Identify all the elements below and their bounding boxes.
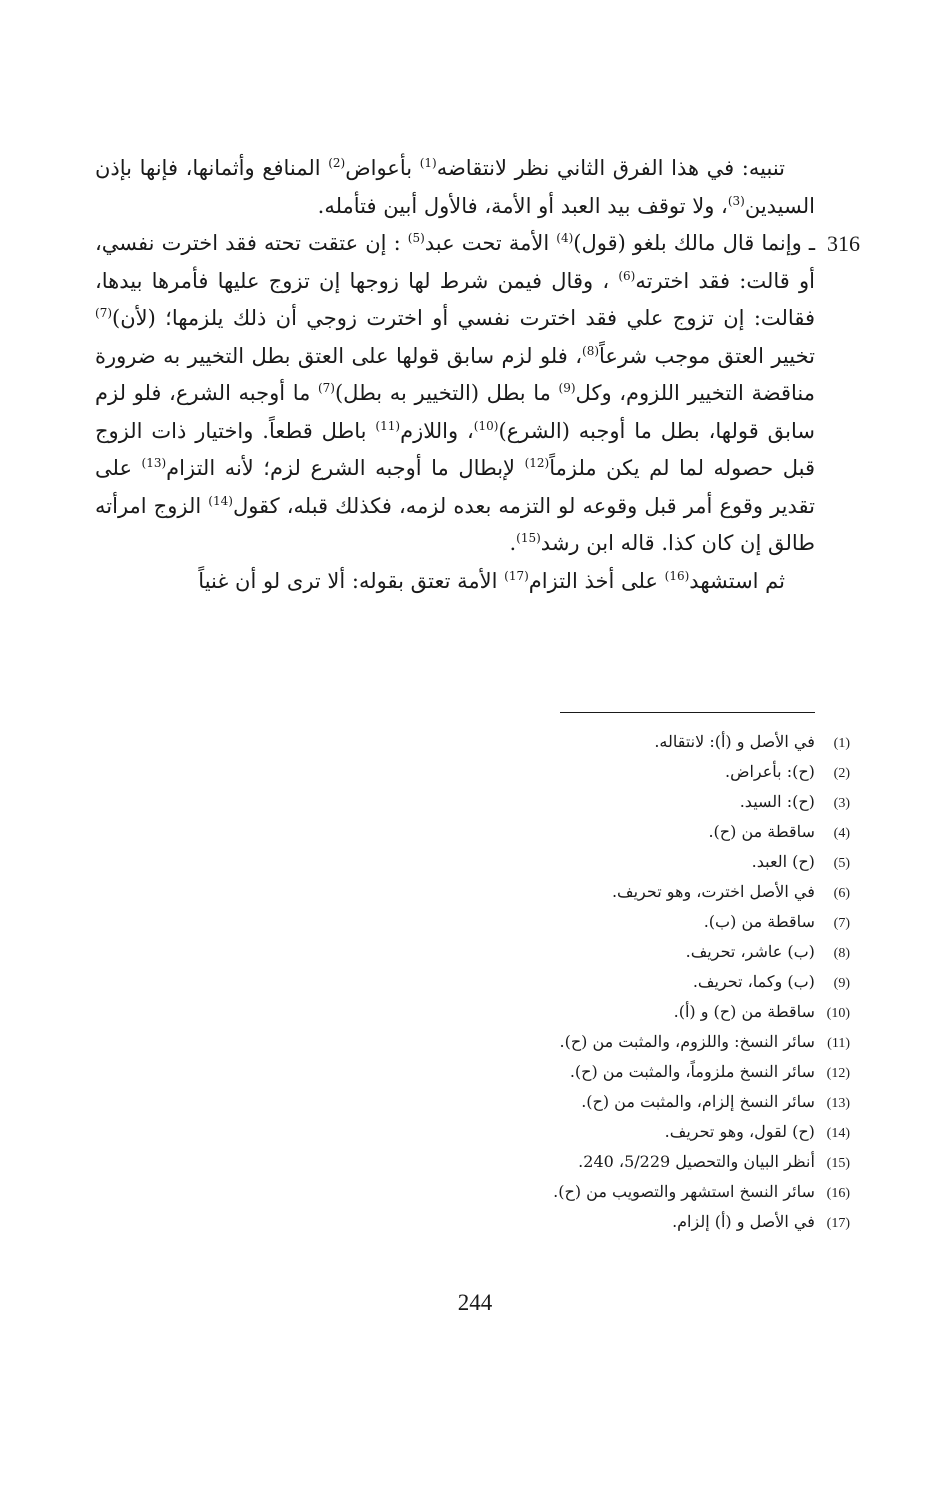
footnote-number: (8): [833, 946, 850, 961]
footnote-number: (7): [833, 916, 850, 931]
footnote-text: ساقطة من (ح) و (أ).: [673, 1002, 815, 1021]
footnote-text: في الأصل اخترت، وهو تحريف.: [611, 882, 815, 901]
footnote-number: (6): [833, 886, 850, 901]
footnote: [250, 817, 850, 847]
footnote-text: سائر النسخ استشهر والتصويب من (ح).: [553, 1182, 815, 1201]
footnote-ref: (12): [524, 456, 550, 470]
footnotes-list: [250, 727, 850, 1237]
footnote-ref: (17): [504, 568, 529, 583]
footnote-number: (11): [827, 1036, 850, 1051]
footnote-text: ساقطة من (ح).: [708, 822, 815, 841]
paragraph-number: 316: [827, 231, 860, 256]
footnote-number: (14): [826, 1126, 850, 1141]
footnote: [250, 1057, 850, 1087]
text-run: على تقدير وقوع أمر قبل وقوعه لو التزمه بعده لزمه، فكذلك قبله، كقول: [95, 456, 815, 518]
footnote-text: في الأصل و (أ) إلزام.: [672, 1212, 815, 1231]
footnote-text: (ب) عاشر، تحريف.: [685, 942, 815, 961]
footnote-ref: (16): [664, 568, 690, 583]
footnote: [250, 937, 850, 967]
footnote-text: (ح): السيد.: [739, 792, 815, 811]
footnote-number: (10): [826, 1006, 850, 1021]
footnote-ref: (7): [95, 306, 113, 320]
text-run: على أخذ التزام: [528, 568, 665, 593]
footnote-number: (4): [833, 826, 850, 841]
text-run: تنبيه: في هذا الفرق الثاني نظر لانتقاضه: [436, 156, 785, 180]
footnote-ref: (1): [419, 156, 437, 170]
text-run: ، فلو لزم سابق قولها على العتق بطل التخيير به ضرورة مناقضة التخيير اللزوم، وكل: [95, 343, 816, 405]
text-run: الزوج امرأته طالق إن كان كذا. قاله ابن رشد: [95, 493, 815, 555]
footnote-number: (17): [826, 1216, 850, 1231]
footnote: [250, 967, 850, 997]
page-number: 244: [457, 1290, 493, 1315]
text-run: الأمة تعتق بقوله: ألا ترى لو أن غنياً: [198, 568, 505, 593]
text-run: : إن عتقت تحته فقد اخترت نفسي، أو قالت: فقد اخترته: [95, 231, 816, 293]
text-run: ما أوجبه الشرع، فلو لزم سابق قولها، بطل ما أوجبه (الشرع): [95, 381, 815, 443]
footnote-text: سائر النسخ إلزام، والمثبت من (ح).: [581, 1092, 815, 1111]
text-run: باطل قطعاً. واختيار ذات الزوج قبل حصوله لما لم يكن ملزماً: [95, 418, 815, 480]
text-run: ما بطل (التخيير به بطل): [334, 381, 559, 405]
paragraph-316: [95, 225, 860, 563]
footnote-text: (ح) العبد.: [751, 852, 815, 871]
text-run: المنافع وأثمانها، فإنها بإذن السيدين: [95, 156, 815, 218]
text-run: ، وقال فيمن شرط لها زوجها إن تزوج عليها فأمرها بيدها، فقالت: إن تزوج علي فقد اخترت نفسي أو اخترت زوجي أن ذلك يلزمها؛ (لأن): [95, 268, 815, 330]
text-run: ، واللازم: [400, 418, 474, 443]
footnote-number: (9): [833, 976, 850, 991]
footnote-separator: [560, 712, 815, 713]
footnote-ref: (7): [317, 381, 335, 395]
footnote: [250, 847, 850, 877]
footnote-ref: (13): [141, 456, 167, 470]
text-run: بأعواض: [345, 156, 420, 180]
footnote: [250, 1147, 850, 1177]
footnote: [250, 907, 850, 937]
text-run: تخيير العتق موجب شرعاً: [599, 343, 815, 368]
footnote-ref: (3): [727, 193, 745, 208]
footnote-number: (12): [826, 1066, 850, 1081]
footnote-ref: (5): [407, 231, 425, 245]
footnote: [250, 1177, 850, 1207]
footnote-ref: (15): [516, 531, 541, 545]
footnote-number: (13): [826, 1096, 850, 1111]
footnote-ref: (4): [556, 231, 574, 245]
footnote: [250, 787, 850, 817]
footnote-ref: (11): [375, 418, 401, 433]
footnote-number: (15): [826, 1156, 850, 1171]
footnote-ref: (9): [558, 381, 576, 395]
text-run: .: [509, 531, 517, 555]
footnote-ref: (2): [328, 156, 346, 170]
footnote-text: سائر النسخ: واللزوم، والمثبت من (ح).: [559, 1032, 815, 1051]
footnote-text: سائر النسخ ملزوماً، والمثبت من (ح).: [569, 1062, 815, 1081]
footnote-text: أنظر البيان والتحصيل 5/229، 240.: [578, 1152, 815, 1171]
footnote-ref: (6): [618, 268, 636, 283]
footnote-number: (3): [833, 796, 850, 811]
footnote-ref: (14): [208, 493, 233, 508]
footnote: [250, 1027, 850, 1057]
text-run: ثم استشهد: [689, 568, 785, 593]
footnote: [250, 877, 850, 907]
footnote-number: (2): [833, 766, 850, 781]
text-run: ، ولا توقف بيد العبد أو الأمة، فالأول أبين فتأمله.: [317, 193, 728, 218]
footnote: [250, 727, 850, 757]
footnote-text: ساقطة من (ب).: [703, 912, 815, 931]
text-run: الأمة تحت عبد: [424, 231, 557, 255]
footnote-text: (ح) لقول، وهو تحريف.: [664, 1122, 815, 1141]
paragraph-continuation: [95, 563, 815, 601]
footnote-text: (ح): بأعراض.: [725, 762, 815, 781]
footnote-number: (1): [833, 736, 850, 751]
footnote-ref: (8): [582, 343, 600, 358]
footnote: [250, 1207, 850, 1237]
footnote-number: (16): [826, 1186, 850, 1201]
footnote-number: (5): [833, 856, 850, 871]
footnote: [250, 1087, 850, 1117]
main-text: [95, 150, 860, 600]
footnote-ref: (10): [473, 418, 499, 433]
footnote: [250, 997, 850, 1027]
footnote-text: في الأصل و (أ): لانتقاله.: [654, 732, 815, 751]
text-run: ـ وإنما قال مالك بلغو (قول): [573, 231, 815, 255]
footnote: [250, 1117, 850, 1147]
footnote: [250, 757, 850, 787]
text-run: لإبطال ما أوجبه الشرع لزم؛ لأنه التزام: [166, 456, 525, 480]
paragraph-note: [95, 150, 815, 225]
footnote-text: (ب) وكما، تحريف.: [692, 972, 815, 991]
